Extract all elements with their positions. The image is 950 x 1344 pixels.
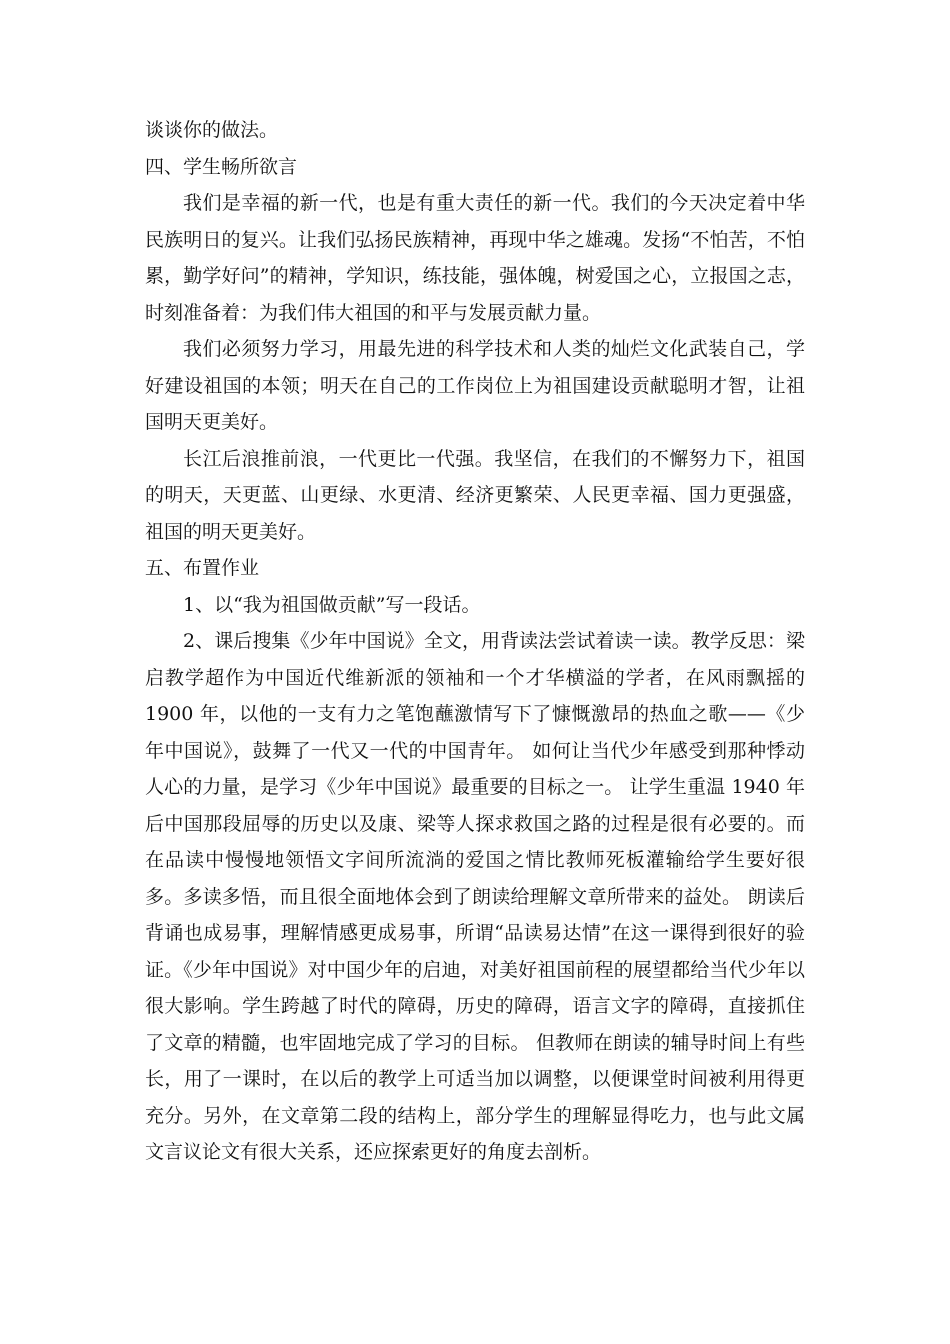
paragraph-new-generation: 我们是幸福的新一代，也是有重大责任的新一代。我们的今天决定着中华民族明日的复兴。让我们弘扬民族精神，再现中华之雄魂。发扬“不怕苦，不怕累，勤学好问”的精神，学知识，练技能，强体魄，树爱国之心，立报国之志，时刻准备着：为我们伟大祖国的和平与发展贡献力量。 bbox=[145, 192, 805, 324]
paragraph-study-hard: 我们必须努力学习，用最先进的科学技术和人类的灿烂文化武装自己，学好建设祖国的本领；明天在自己的工作岗位上为祖国建设贡献聪明才智，让祖国明天更美好。 bbox=[145, 338, 805, 433]
homework-item-1: 1、以“我为祖国做贡献”写一段话。 bbox=[183, 593, 481, 616]
document-body bbox=[145, 112, 805, 1171]
paragraph-continuation: 谈谈你的做法。 bbox=[145, 119, 279, 141]
section-heading-4: 四、学生畅所欲言 bbox=[145, 155, 298, 178]
section-heading-5: 五、布置作业 bbox=[145, 557, 260, 579]
homework-item-2-reflection: 2、课后搜集《少年中国说》全文，用背读法尝试着读一读。教学反思：梁启教学超作为中国近代维新派的领袖和一个才华横溢的学者，在风雨飘摇的 1900 年，以他的一支有力之笔饱蘸激情写下了慷慨激昂的热血之歌——《少年中国说》，鼓舞了一代又一代的中国青年。 如何让当代少年感受到那种悸动人心的力量，是学习《少年中国说》最重要的目标之一。 让学生重温 1940 年后中国那段屈辱的历史以及康、梁等人探求救国之路的过程是很有必要的。而在品读中慢慢地领悟文字间所流淌的爱国之情比教师死板灌输给学生要好很多。多读多悟，而且很全面地体会到了朗读给理解文章所带来的益处。 朗读后背诵也成易事，理解情感更成易事，所谓“品读易达情”在这一课得到很好的验证。《少年中国说》对中国少年的启迪，对美好祖国前程的展望都给当代少年以很大影响。学生跨越了时代的障碍，历史的障碍，语言文字的障碍，直接抓住了文章的精髓，也牢固地完成了学习的目标。 但教师在朗读的辅导时间上有些长，用了一课时，在以后的教学上可适当加以调整，以便课堂时间被利用得更充分。另外，在文章第二段的结构上，部分学生的理解显得吃力，也与此文属文言议论文有很大关系，还应探索更好的角度去剖析。 bbox=[145, 630, 805, 1163]
paragraph-yangtze: 长江后浪推前浪，一代更比一代强。我坚信，在我们的不懈努力下，祖国的明天，天更蓝、山更绿、水更清、经济更繁荣、人民更幸福、国力更强盛，祖国的明天更美好。 bbox=[145, 447, 805, 543]
